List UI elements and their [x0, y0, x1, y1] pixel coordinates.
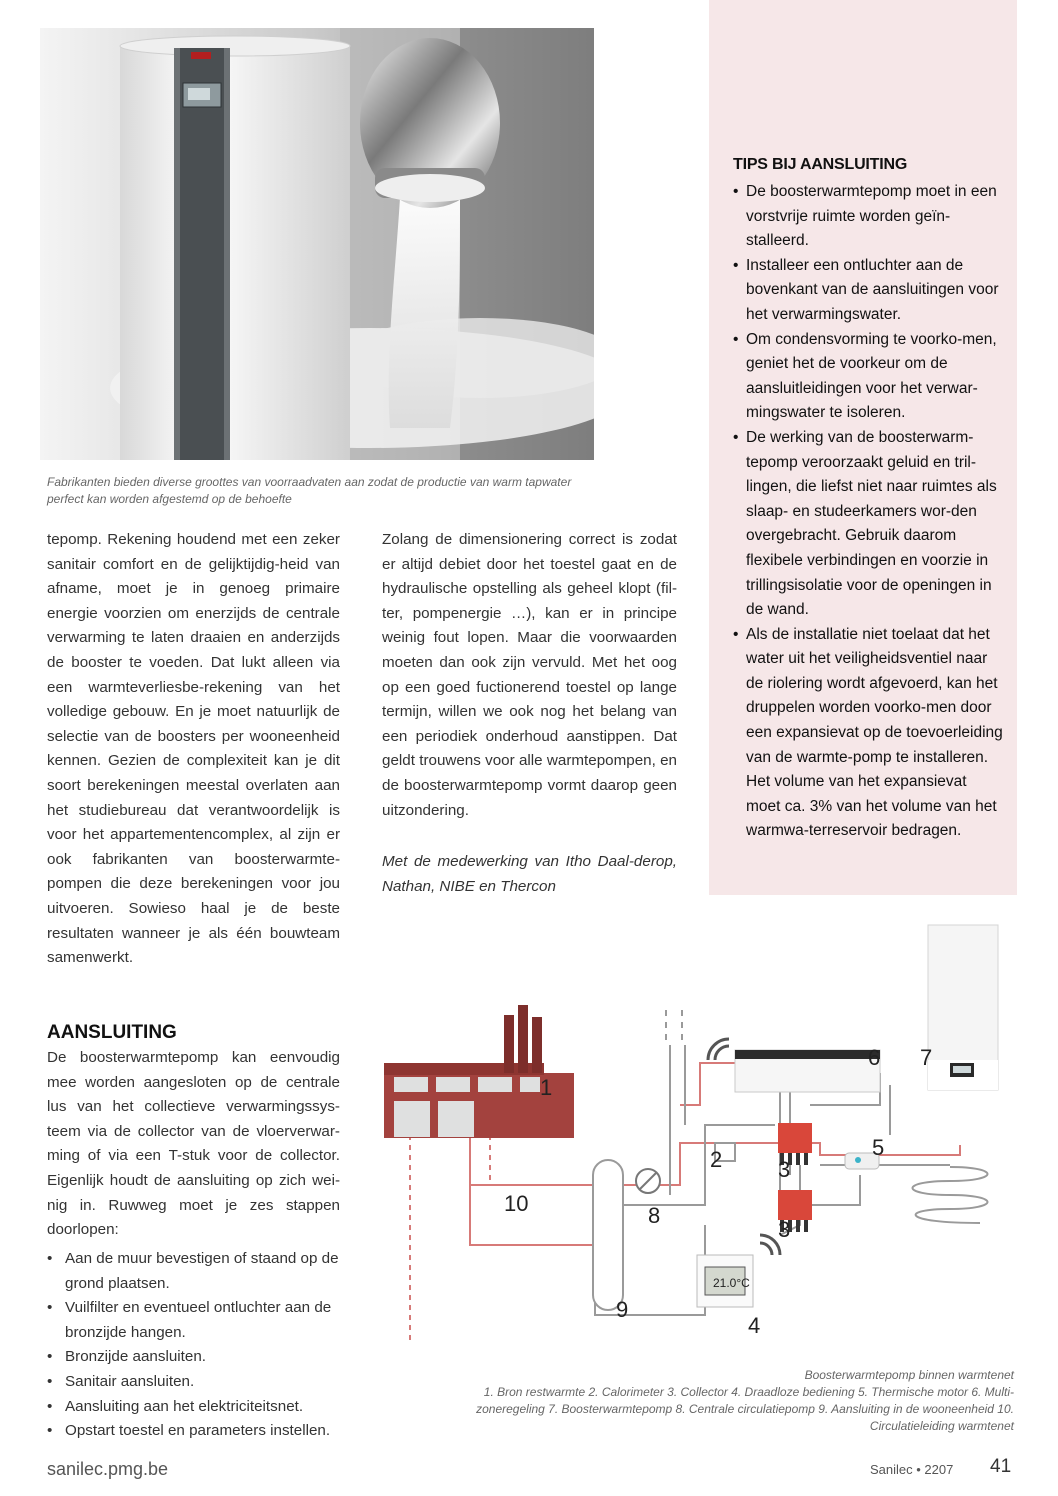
step-item: • Vuilfilter en eventueel ontluchter aan de bronzijde hangen. [47, 1296, 342, 1345]
diagram-caption-legend: 1. Bron restwarmte 2. Calorimeter 3. Collector 4. Draadloze bediening 5. Thermische motor 6. Multi-zoneregeling 7. Boosterwarmtepomp 8. Centrale circulatiepomp 9. Aansluiting in de wooneenheid 10. Circulatieleiding warmtenet [476, 1385, 1014, 1433]
diagram-caption [420, 1367, 1014, 1435]
dashed-pipes [410, 1135, 490, 1345]
diagram-label-1: 1 [540, 1075, 553, 1100]
step-item: • Opstart toestel en parameters instellen. [47, 1419, 342, 1444]
tip-item: • Om condensvorming te voorko-men, geniet het de voorkeur om de aansluitleidingen voor het verwar-mingswater te isoleren. [733, 328, 1005, 426]
step-item: • Aan de muur bevestigen of staand op de grond plaatsen. [47, 1247, 342, 1296]
thermostat-display: 21.0°C [713, 1276, 750, 1290]
footer-website-link[interactable]: sanilec.pmg.be [47, 1459, 169, 1479]
diagram-label-4: 4 [748, 1313, 761, 1338]
diagram-label-6: 6 [868, 1045, 881, 1070]
multizone-controller-icon [735, 1050, 880, 1092]
aansluiting-heading: AANSLUITING [47, 1022, 177, 1043]
tip-item: • De werking van de boosterwarm-tepomp veroorzaakt geluid en tril-lingen, die liefst niet naar ruimtes als slaap- en studeerkamers wor-den overgebracht. Gebruik daarom flexibele verbindingen en voorzie in trillingsisolatie voor de openingen in de wand. [733, 426, 1005, 623]
hero-caption: Fabrikanten bieden diverse groottes van voorraadvaten aan zodat de productie van warm tapwater perfect kan worden afgestemd op de behoefte [47, 475, 572, 506]
aansluiting-text: De boosterwarmtepomp kan eenvoudig mee worden aangesloten op de centrale lus van het collectieve verwarmingssys-teem via de collector van de vloerverwar-ming of via een T-stuk voor de collector. Eigenlijk houdt de aansluiting op zich wei-nig in. Ruwweg moet je zes stappen doorlopen: [47, 1049, 340, 1239]
step-item: • Aansluiting aan het elektriciteitsnet. [47, 1395, 342, 1420]
storage-vessel [593, 1160, 623, 1310]
diagram-label-2: 2 [710, 1147, 723, 1172]
tips-title: TIPS BIJ AANSLUITING [733, 156, 908, 173]
tip-item: • De boosterwarmtepomp moet in een vorstvrije ruimte worden geïn-stalleerd. [733, 180, 1005, 254]
page-number: 41 [990, 1456, 1012, 1477]
diagram-label-3: 3 [778, 1157, 791, 1182]
diagram-label-5: 5 [872, 1135, 885, 1160]
tip-item: • Als de installatie niet toelaat dat het water uit het veiligheidsventiel naar de riolering wordt afgevoerd, kan het druppelen worden voorko-men door een expansievat op de toevoerleiding van de warmte-pomp te installeren. Het volume van het expansievat moet ca. 3% van het volume van het warmwa-terreservoir bedragen. [733, 623, 1005, 844]
dashed-risers [666, 1005, 682, 1040]
tip-item: • Installeer een ontluchter aan de bovenkant van de aansluitingen voor het verwarmingswater. [733, 254, 1005, 328]
step-item: • Sanitair aansluiten. [47, 1370, 342, 1395]
hero-photo [40, 28, 594, 460]
booster-heat-pump-icon [928, 925, 998, 1090]
footer-brand: Sanilec • 2207 [870, 1462, 954, 1477]
step-item: • Bronzijde aansluiten. [47, 1345, 342, 1370]
heat-pump-and-faucet-image [40, 28, 594, 460]
diagram-label-10: 10 [504, 1191, 529, 1216]
floor-heating-coil [913, 1167, 988, 1223]
diagram-caption-title: Boosterwarmtepomp binnen warmtenet [804, 1368, 1014, 1382]
diagram-label-8: 8 [648, 1203, 661, 1228]
wifi-icon [708, 1039, 729, 1060]
credits-text: Met de medewerking van Itho Daal-derop, Nathan, NIBE en Thercon [382, 853, 677, 895]
factory-icon [384, 1005, 574, 1138]
article-column-1: tepomp. Rekening houdend met een zeker sanitair comfort en de gelijktijdig-heid van afname, moet je in genoeg primaire energie voorzien om enerzijds de centrale verwarming te laten draaien en anderzijds de booster te voeden. Dat lukt alleen via een warmteverliesbe-rekening van het volledige gebouw. En je moet natuurlijk de selectie van de boosters per wooneenheid kennen. Gezien de complexiteit kan je dit soort berekeningen meestal overlaten aan het studiebureau dat verantwoordelijk is voor het appartementencomplex, al zijn er ook fabrikanten van boosterwarmte-pompen die deze berekeningen voor jou uitvoeren. Sowieso haal je de beste resultaten wanneer je als één bouwteam samenwerkt. [47, 531, 340, 967]
diagram-label-7: 7 [920, 1045, 933, 1070]
diagram-label-3b: 3 [778, 1217, 791, 1242]
steps-list [47, 1247, 342, 1444]
diagram-label-9: 9 [616, 1297, 629, 1322]
article-column-2: Zolang de dimensionering correct is zodat er altijd debiet door het toestel gaat en de hydraulische opstelling als geheel klopt (fil-ter, pompenergie …), kan er in principe weinig fout lopen. Maar die voorwaarden moeten dan ook zijn vervuld. Met het oog op een goed fuctionerend toestel op lange termijn, willen we ook nog het belang van een periodiek onderhoud aanstippen. Dat geldt trouwens voor alle warmtepompen, en de boosterwarmtepomp vormt daarop geen uitzondering. [382, 531, 677, 819]
heat-network-diagram [380, 905, 1020, 1365]
wifi-icon [760, 1235, 780, 1255]
tips-list [733, 180, 1005, 844]
